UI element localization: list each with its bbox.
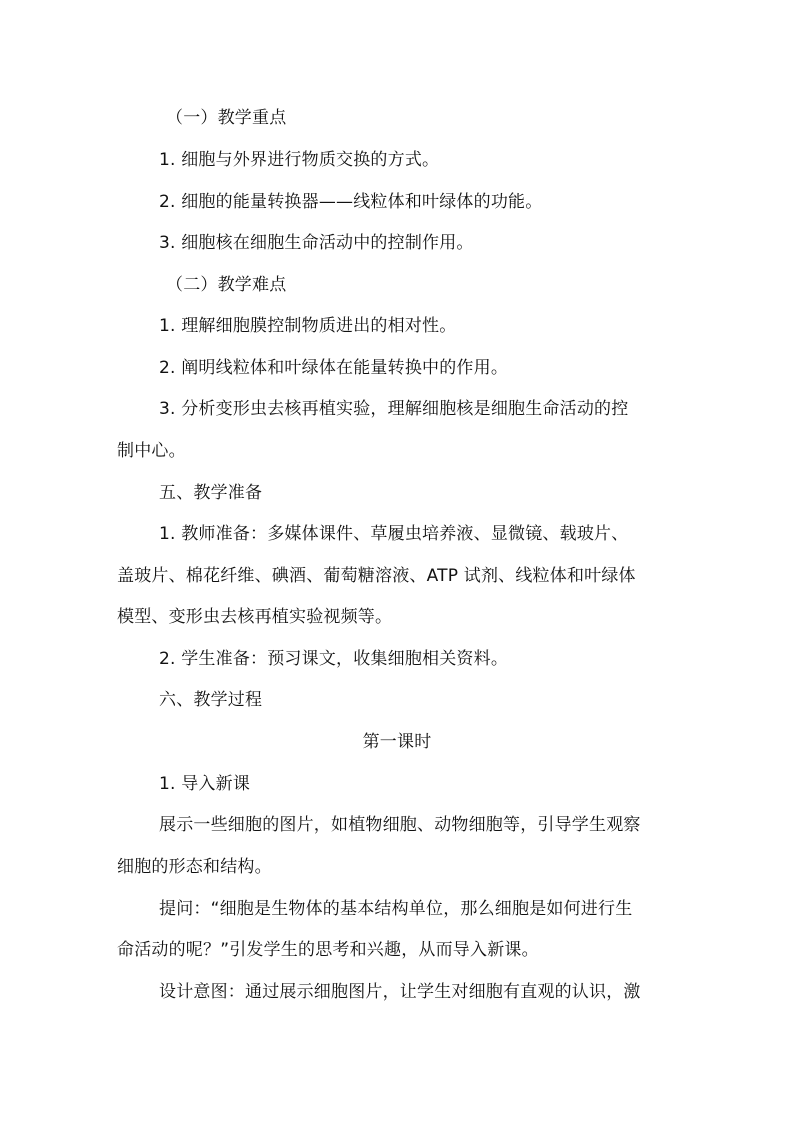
teacher-preparation: 1. 教师准备：多媒体课件、草履虫培养液、显微镜、载玻片、 xyxy=(159,524,629,544)
section-heading-preparation: 五、教学准备 xyxy=(159,483,263,503)
step-heading-introduction: 1. 导入新课 xyxy=(159,774,251,794)
difficulty-3-continued: 制中心。 xyxy=(117,441,186,461)
design-intent-paragraph: 设计意图：通过展示细胞图片，让学生对细胞有直观的认识，激 xyxy=(159,982,641,1002)
question-paragraph-continued: 命活动的呢？”引发学生的思考和兴趣，从而导入新课。 xyxy=(117,940,539,960)
key-point-3: 3. 细胞核在细胞生命活动中的控制作用。 xyxy=(159,233,474,253)
question-paragraph: 提问：“细胞是生物体的基本结构单位，那么细胞是如何进行生 xyxy=(159,899,633,919)
lesson-title: 第一课时 xyxy=(362,732,432,752)
difficulty-2: 2. 阐明线粒体和叶绿体在能量转换中的作用。 xyxy=(159,358,509,378)
key-point-2: 2. 细胞的能量转换器——线粒体和叶绿体的功能。 xyxy=(159,192,543,212)
introduction-paragraph-1-continued: 细胞的形态和结构。 xyxy=(117,857,272,877)
difficulty-3: 3. 分析变形虫去核再植实验，理解细胞核是细胞生命活动的控 xyxy=(159,399,629,419)
section-heading-key-points: （一）教学重点 xyxy=(166,108,287,128)
teacher-preparation-continued-1: 盖玻片、棉花纤维、碘酒、葡萄糖溶液、ATP 试剂、线粒体和叶绿体 xyxy=(117,566,636,586)
key-point-1: 1. 细胞与外界进行物质交换的方式。 xyxy=(159,150,440,170)
student-preparation: 2. 学生准备：预习课文，收集细胞相关资料。 xyxy=(159,649,509,669)
teacher-preparation-continued-2: 模型、变形虫去核再植实验视频等。 xyxy=(117,607,393,627)
section-heading-difficulties: （二）教学难点 xyxy=(166,275,287,295)
section-heading-process: 六、教学过程 xyxy=(159,690,263,710)
difficulty-1: 1. 理解细胞膜控制物质进出的相对性。 xyxy=(159,316,457,336)
introduction-paragraph-1: 展示一些细胞的图片，如植物细胞、动物细胞等，引导学生观察 xyxy=(159,815,641,835)
